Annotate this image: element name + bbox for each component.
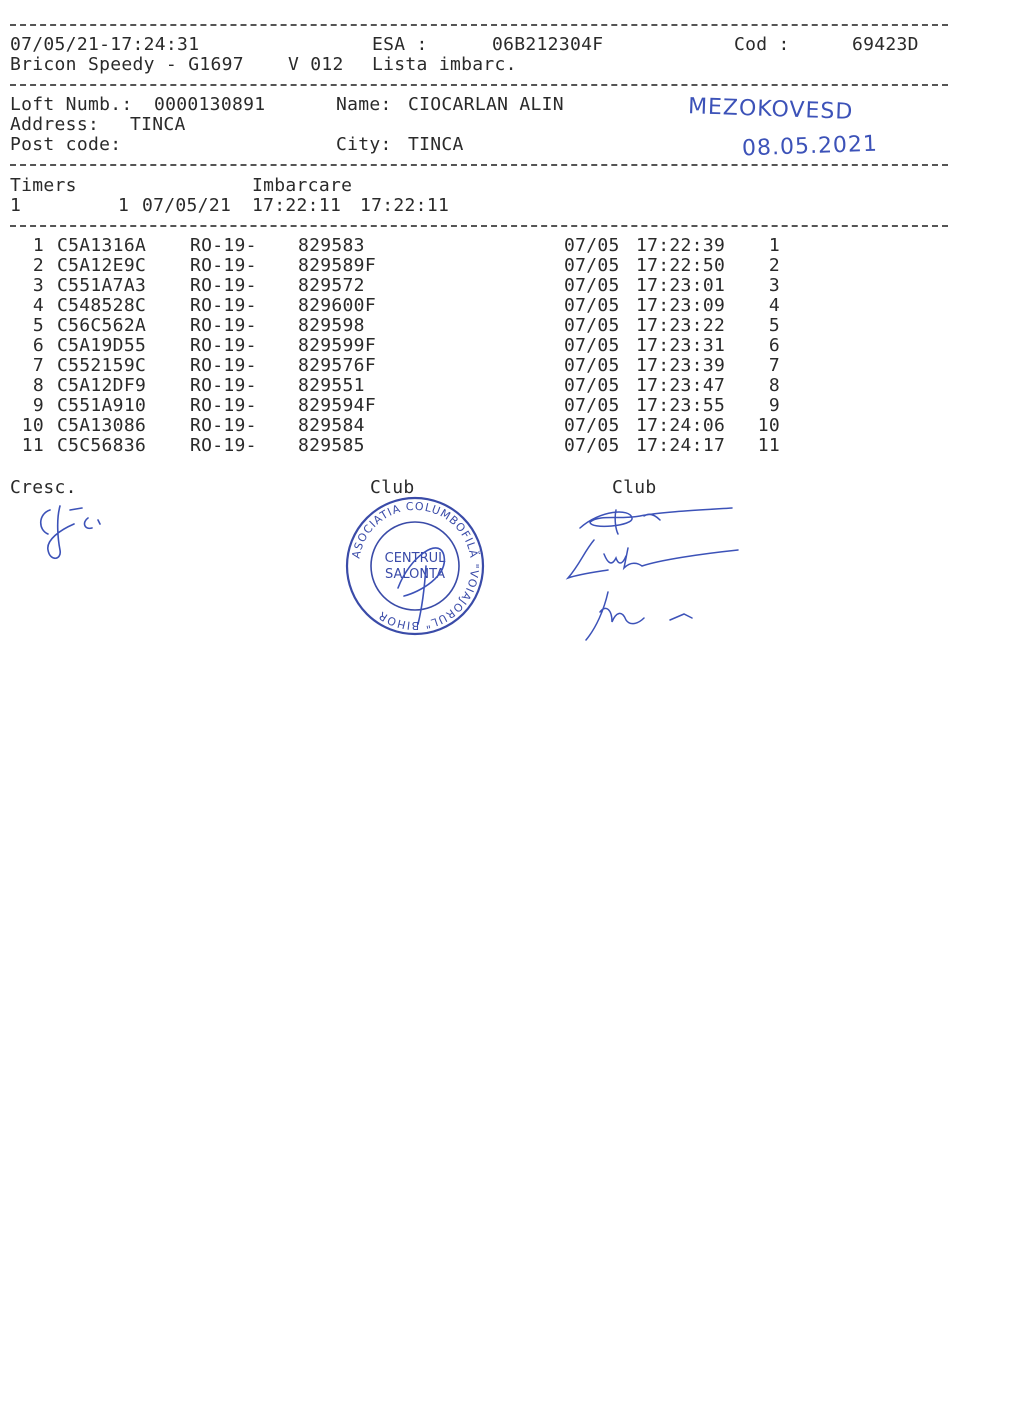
device-name: Bricon Speedy - G1697: [10, 54, 244, 75]
separator-fancier: [10, 164, 948, 166]
bird-date: 07/05: [564, 375, 620, 396]
device-version: V 012: [288, 54, 344, 75]
bird-index: 8: [32, 375, 44, 396]
bird-ring: 829551: [298, 375, 365, 396]
bird-index: 6: [32, 335, 44, 356]
esa-value: 06B212304F: [492, 34, 604, 55]
bird-prefix: RO-19-: [190, 355, 257, 376]
list-type: Lista imbarc.: [372, 54, 517, 75]
bird-time: 17:23:22: [636, 315, 726, 336]
club-signatures: [560, 500, 750, 650]
timer-start-time: 17:22:11: [252, 195, 342, 216]
bird-ring: 829572: [298, 275, 365, 296]
cresc-label: Cresc.: [10, 477, 77, 498]
bird-date: 07/05: [564, 255, 620, 276]
bird-position: 11: [757, 435, 780, 456]
bird-time: 17:22:50: [636, 255, 726, 276]
bird-date: 07/05: [564, 335, 620, 356]
stamp-center-line2: SALONTA: [385, 567, 445, 582]
bird-index: 7: [32, 355, 44, 376]
bird-prefix: RO-19-: [190, 375, 257, 396]
esa-label: ESA :: [372, 34, 428, 55]
bird-prefix: RO-19-: [190, 235, 257, 256]
bird-position: 4: [768, 295, 780, 316]
bird-date: 07/05: [564, 315, 620, 336]
cod-label: Cod :: [734, 34, 790, 55]
bird-prefix: RO-19-: [190, 335, 257, 356]
bird-time: 17:23:31: [636, 335, 726, 356]
separator-timers: [10, 225, 948, 227]
bird-prefix: RO-19-: [190, 275, 257, 296]
club-label-2: Club: [612, 477, 657, 498]
bird-chip: C5A13086: [57, 415, 147, 436]
bird-ring: 829594F: [298, 395, 376, 416]
address-label: Address:: [10, 114, 100, 135]
bird-ring: 829600F: [298, 295, 376, 316]
bird-time: 17:24:17: [636, 435, 726, 456]
bird-chip: C5A19D55: [57, 335, 147, 356]
address-value: TINCA: [130, 114, 186, 135]
bird-position: 10: [757, 415, 780, 436]
bird-date: 07/05: [564, 275, 620, 296]
timer-id: 1: [10, 195, 22, 216]
bird-position: 5: [768, 315, 780, 336]
stamp-ring-text: ASOCIATIA COLUMBOFILĂ "VOIAJORUL" BIHOR: [349, 499, 482, 633]
city-value: TINCA: [408, 134, 464, 155]
cod-value: 69423D: [852, 34, 919, 55]
bird-index: 3: [32, 275, 44, 296]
timer-end-time: 17:22:11: [360, 195, 450, 216]
bird-position: 6: [768, 335, 780, 356]
bird-chip: C5C56836: [57, 435, 147, 456]
club-label-1: Club: [370, 477, 415, 498]
stamp-center-line1: CENTRUL: [384, 551, 446, 566]
timer-date: 07/05/21: [142, 195, 232, 216]
bird-ring: 829584: [298, 415, 365, 436]
bird-time: 17:23:09: [636, 295, 726, 316]
imbarcare-label: Imbarcare: [252, 175, 353, 196]
bird-date: 07/05: [564, 435, 620, 456]
bird-prefix: RO-19-: [190, 395, 257, 416]
bird-chip: C551A910: [57, 395, 147, 416]
bird-chip: C551A7A3: [57, 275, 147, 296]
handwritten-place: MEZOKOVESD: [687, 94, 854, 125]
bird-position: 3: [768, 275, 780, 296]
bird-ring: 829599F: [298, 335, 376, 356]
fancier-name: CIOCARLAN ALIN: [408, 94, 564, 115]
bird-position: 9: [768, 395, 780, 416]
bird-time: 17:24:06: [636, 415, 726, 436]
bird-position: 8: [768, 375, 780, 396]
bird-chip: C552159C: [57, 355, 147, 376]
handwritten-date: 08.05.2021: [741, 131, 879, 162]
bird-index: 4: [32, 295, 44, 316]
bird-chip: C5A12DF9: [57, 375, 147, 396]
bird-chip: C5A1316A: [57, 235, 147, 256]
bird-position: 2: [768, 255, 780, 276]
separator-top: [10, 24, 948, 26]
bird-index: 2: [32, 255, 44, 276]
bird-index: 10: [21, 415, 44, 436]
bird-date: 07/05: [564, 395, 620, 416]
timer-count: 1: [118, 195, 130, 216]
bird-prefix: RO-19-: [190, 415, 257, 436]
fancier-signature: [30, 500, 120, 570]
bird-position: 7: [768, 355, 780, 376]
bird-index: 9: [32, 395, 44, 416]
name-label: Name:: [336, 94, 392, 115]
bird-position: 1: [768, 235, 780, 256]
separator-header: [10, 84, 948, 86]
bird-index: 1: [32, 235, 44, 256]
bird-date: 07/05: [564, 355, 620, 376]
city-label: City:: [336, 134, 392, 155]
bird-time: 17:23:01: [636, 275, 726, 296]
club-stamp: [340, 496, 490, 636]
bird-ring: 829583: [298, 235, 365, 256]
postcode-label: Post code:: [10, 134, 122, 155]
loft-number: 0000130891: [154, 94, 266, 115]
bird-time: 17:23:55: [636, 395, 726, 416]
bird-ring: 829598: [298, 315, 365, 336]
bird-prefix: RO-19-: [190, 315, 257, 336]
bird-chip: C56C562A: [57, 315, 147, 336]
bird-ring: 829576F: [298, 355, 376, 376]
bird-time: 17:22:39: [636, 235, 726, 256]
bird-prefix: RO-19-: [190, 295, 257, 316]
bird-time: 17:23:39: [636, 355, 726, 376]
bird-date: 07/05: [564, 235, 620, 256]
bird-prefix: RO-19-: [190, 435, 257, 456]
bird-index: 11: [21, 435, 44, 456]
bird-chip: C548528C: [57, 295, 147, 316]
bird-index: 5: [32, 315, 44, 336]
bird-ring: 829589F: [298, 255, 376, 276]
timers-label: Timers: [10, 175, 77, 196]
loft-label: Loft Numb.:: [10, 94, 133, 115]
report-datetime: 07/05/21-17:24:31: [10, 34, 200, 55]
bird-time: 17:23:47: [636, 375, 726, 396]
bird-date: 07/05: [564, 415, 620, 436]
bird-ring: 829585: [298, 435, 365, 456]
bird-chip: C5A12E9C: [57, 255, 147, 276]
bird-prefix: RO-19-: [190, 255, 257, 276]
bird-date: 07/05: [564, 295, 620, 316]
